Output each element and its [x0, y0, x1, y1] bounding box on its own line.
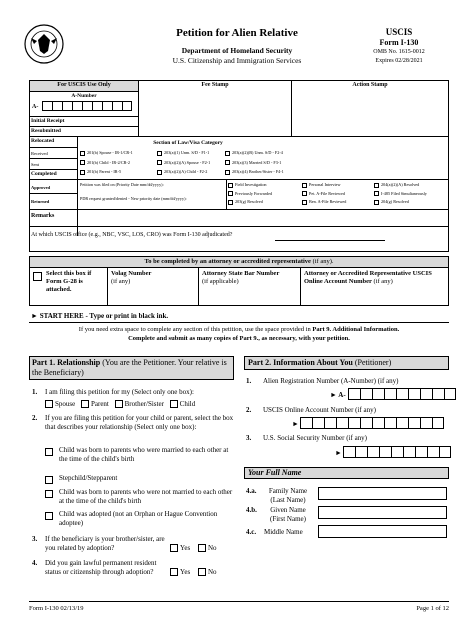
section-law-label: Section of Law/Visa Category	[153, 140, 223, 146]
office-answer-line[interactable]	[275, 240, 385, 241]
investigation-checkbox[interactable]: Pet. A-File Reviewed	[302, 191, 346, 197]
uscis-a-number-cells	[42, 101, 132, 111]
investigation-checkbox[interactable]: Ben. A-File Reviewed	[302, 199, 346, 205]
investigation-col-3	[374, 182, 427, 205]
a-number-input[interactable]	[348, 388, 456, 400]
part2-q1-text: Alien Registration Number (A-Number) (if any)	[263, 377, 399, 385]
initial-receipt-label: Initial Receipt	[31, 118, 65, 124]
law-checkbox[interactable]: 203(a)(2)(B) Unm. S/D - F2-4	[225, 150, 284, 156]
form-number: Form I-130	[379, 38, 419, 47]
remarks-label: Remarks	[31, 213, 55, 219]
a-number-label: A-Number	[71, 93, 97, 99]
part2-title: Part 2. Information About You	[248, 358, 353, 367]
investigation-checkbox[interactable]: Field Investigation	[228, 182, 272, 188]
g28-label: Select this box if Form G-28 is attached.	[46, 270, 92, 293]
extra-space-notice: If you need extra space to complete any section of this petition, use the space provided in Part 9. Additional Information. Complete and submit as many copies of Part 9., as necessary, with your petition.	[78, 326, 400, 342]
law-checkbox[interactable]: 203(a)(2)(A) Spouse - F2-1	[157, 160, 210, 166]
q3-no-checkbox[interactable]: No	[198, 544, 217, 552]
rep-account-label: Attorney or Accredited Representative USCIS Online Account Number	[304, 270, 432, 285]
investigation-checkbox[interactable]: I-485 Filed Simultaneously	[374, 191, 427, 197]
given-name-label: Given Name (First Name)	[270, 506, 306, 523]
pdr-request-label: PDR request granted/denied - New priority date (mm/dd/yyyy):	[80, 196, 187, 201]
law-column-1	[80, 150, 133, 175]
full-name-label: Your Full Name	[248, 468, 302, 477]
law-checkbox[interactable]: 201(b) Parent - IR-5	[80, 169, 133, 175]
parent-checkbox[interactable]: Parent	[81, 400, 109, 408]
brother-sister-checkbox[interactable]: Brother/Sister	[115, 400, 164, 408]
arrow-icon: ►	[292, 420, 299, 428]
g28-checkbox[interactable]	[33, 272, 42, 281]
form-title: Petition for Alien Relative	[176, 27, 298, 39]
priority-filed-label: Petition was filed on (Priority Date mm/dd/yyyy):	[80, 182, 164, 187]
law-column-3	[225, 150, 284, 175]
action-stamp-label: Action Stamp	[352, 82, 388, 88]
law-checkbox[interactable]: 201(b) Spouse - IR-1/CR-1	[80, 150, 133, 156]
approved-label: Approved	[31, 185, 51, 190]
law-column-2	[157, 150, 210, 175]
part1-q2-text: If you are filing this petition for your child or parent, select the box that describes your relationship (Select only one box):	[45, 414, 234, 431]
omb-number: OMB No. 1615-0012	[373, 49, 425, 55]
spouse-checkbox[interactable]: Spouse	[45, 400, 75, 408]
law-checkbox[interactable]: 203(a)(1) Unm. S/D - F1-1	[157, 150, 210, 156]
given-name-input[interactable]	[318, 506, 447, 519]
relocated-label: Relocated	[31, 138, 55, 144]
fee-stamp-label: Fee Stamp	[201, 82, 229, 88]
agency-name: U.S. Citizenship and Immigration Services	[172, 56, 302, 65]
volag-label: Volag Number	[111, 270, 152, 277]
footer-page-number: Page 1 of 12	[416, 605, 449, 612]
child-checkbox[interactable]: Child	[170, 400, 196, 408]
ssn-input[interactable]	[343, 446, 451, 458]
returned-label: Returned	[31, 199, 50, 204]
q4-yes-checkbox[interactable]: Yes	[170, 568, 190, 576]
investigation-checkbox[interactable]: 204(g) Resolved	[374, 199, 427, 205]
family-name-label: Family Name (Last Name)	[268, 487, 308, 504]
bar-number-label: Attorney State Bar Number	[202, 270, 280, 277]
part1-q4-text: Did you gain lawful permanent resident status or citizenship through adoption?	[45, 559, 157, 576]
part1-title: Part 1. Relationship	[32, 358, 101, 367]
investigation-checkbox[interactable]: 204(a)(2)(A) Resolved	[374, 182, 427, 188]
law-checkbox[interactable]: 201(b) Child - IR-2/CR-2	[80, 160, 133, 166]
investigation-checkbox[interactable]: Personal Interview	[302, 182, 346, 188]
part2-q3-text: U.S. Social Security Number (if any)	[263, 434, 368, 442]
middle-name-label: Middle Name	[264, 528, 303, 536]
footer-form-id: Form I-130 02/13/19	[29, 605, 84, 612]
office-question: At which USCIS office (e.g., NBC, VSC, LOS, CRO) was Form I-130 adjudicated?	[31, 232, 233, 238]
part2-q2-text: USCIS Online Account Number (if any)	[263, 406, 376, 414]
expiry-date: Expires 02/28/2021	[375, 58, 423, 64]
investigation-col-2	[302, 182, 346, 205]
investigation-checkbox[interactable]: Previously Forwarded	[228, 191, 272, 197]
law-checkbox[interactable]: 203(a)(3) Married S/D - F3-1	[225, 160, 284, 166]
part1-q1-text: I am filing this petition for my (Select only one box):	[45, 388, 194, 396]
part1-q3-text: If the beneficiary is your brother/sister, are you related by adoption?	[45, 535, 165, 552]
q4-no-checkbox[interactable]: No	[198, 568, 217, 576]
family-name-input[interactable]	[318, 487, 447, 500]
start-here-instruction: ► START HERE - Type or print in black ink.	[31, 312, 169, 320]
dept-name: Department of Homeland Security	[181, 46, 293, 55]
investigation-checkbox[interactable]: 203(g) Resolved	[228, 199, 272, 205]
completed-label: Completed	[31, 171, 57, 177]
middle-name-input[interactable]	[318, 525, 447, 538]
law-checkbox[interactable]: 203(a)(4) Brother/Sister - F4-1	[225, 169, 284, 175]
resubmitted-label: Resubmitted	[31, 128, 61, 134]
uscis-label: USCIS	[385, 27, 413, 37]
arrow-icon: ►	[335, 449, 342, 457]
law-checkbox[interactable]: 203(a)(2)(A) Child - F2-2	[157, 169, 210, 175]
uscis-use-only-label: For USCIS Use Only	[57, 82, 111, 88]
investigation-col-1	[228, 182, 272, 205]
uscis-account-input[interactable]	[300, 417, 444, 429]
attorney-heading: To be completed by an attorney or accredited representative	[144, 258, 311, 265]
q3-yes-checkbox[interactable]: Yes	[170, 544, 190, 552]
